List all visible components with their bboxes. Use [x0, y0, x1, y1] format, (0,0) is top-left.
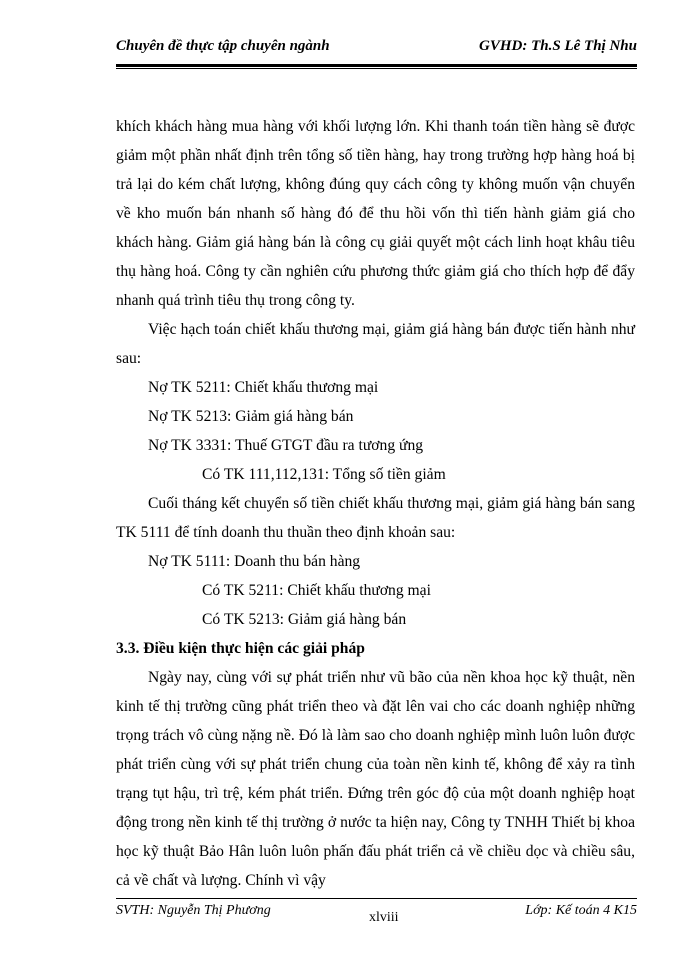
entry-credit-111: Có TK 111,112,131: Tổng số tiền giảm	[202, 466, 446, 483]
section-heading: 3.3. Điều kiện thực hiện các giải pháp	[116, 640, 365, 657]
footer-student: SVTH: Nguyễn Thị Phương	[116, 903, 271, 918]
paragraph-3: Cuối tháng kết chuyển số tiền chiết khấu thương mại, giảm giá hàng bán sang TK 5111 để tính doanh thu thuần theo định khoản sau:	[116, 495, 635, 541]
document-body	[116, 112, 635, 895]
entry-debit-5213: Nợ TK 5213: Giảm giá hàng bán	[148, 408, 354, 425]
header-course-title: Chuyên đề thực tập chuyên ngành	[116, 38, 330, 54]
header-divider	[116, 64, 637, 69]
page-header	[116, 38, 637, 62]
paragraph-1: khích khách hàng mua hàng với khối lượng lớn. Khi thanh toán tiền hàng sẽ được giảm một phần nhất định trên tổng số tiền hàng, hay trong trường hợp hàng hoá bị trả lại do kém chất lượng, không đúng quy cách công ty không muốn vận chuyển về kho muốn bán nhanh số hàng đó để thu hồi vốn thì tiến hành giảm giá cho khách hàng. Giảm giá hàng bán là công cụ giải quyết một cách linh hoạt khâu tiêu thụ hàng hoá. Công ty cần nghiên cứu phương thức giảm giá cho thích hợp để đẩy nhanh quá trình tiêu thụ trong công ty.	[116, 118, 635, 309]
entry-credit-5211: Có TK 5211: Chiết khấu thương mại	[202, 582, 431, 599]
paragraph-4: Ngày nay, cùng với sự phát triển như vũ bão của nền khoa học kỹ thuật, nền kinh tế thị trường cũng phát triển theo và đặt lên vai cho các doanh nghiệp những trọng trách vô cùng nặng nề. Đó là làm sao cho doanh nghiệp mình luôn luôn được phát triển cùng với sự phát triển chung của toàn nền kinh tế, không để xảy ra tình trạng tụt hậu, trì trệ, kém phát triển. Đứng trên góc độ của một doanh nghiệp hoạt động trong nền kinh tế thị trường ở nước ta hiện nay, Công ty TNHH Thiết bị khoa học kỹ thuật Bảo Hân luôn luôn phấn đấu phát triển cả về chiều dọc và chiều sâu, cả về chất và lượng. Chính vì vậy	[116, 669, 635, 889]
entry-debit-5111: Nợ TK 5111: Doanh thu bán hàng	[148, 553, 361, 570]
footer-class: Lớp: Kế toán 4 K15	[525, 903, 637, 918]
page-number: xlviii	[369, 910, 399, 925]
page-footer	[116, 903, 637, 927]
entry-debit-5211: Nợ TK 5211: Chiết khấu thương mại	[148, 379, 379, 396]
entry-debit-3331: Nợ TK 3331: Thuế GTGT đầu ra tương ứng	[148, 437, 424, 454]
entry-credit-5213: Có TK 5213: Giảm giá hàng bán	[202, 611, 407, 628]
header-supervisor: GVHD: Th.S Lê Thị Nhu	[479, 38, 637, 54]
paragraph-2: Việc hạch toán chiết khấu thương mại, giảm giá hàng bán được tiến hành như sau:	[116, 321, 635, 367]
footer-divider	[116, 898, 637, 899]
